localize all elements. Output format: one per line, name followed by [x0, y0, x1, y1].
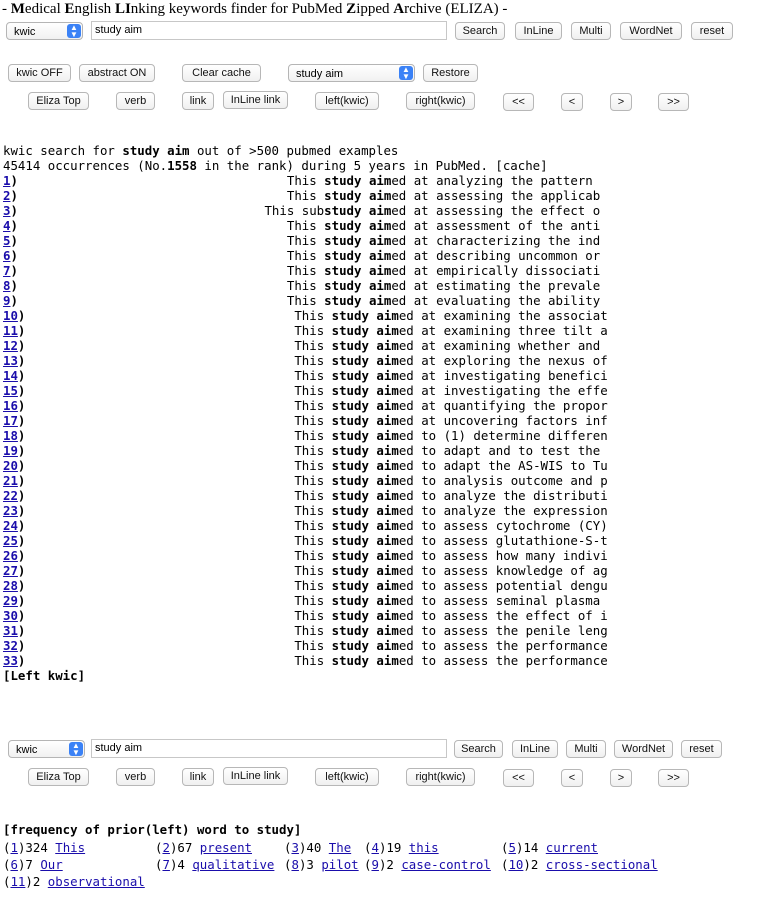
kwic-context: This study aimed at analyzing the pattern — [286, 173, 593, 188]
kwic-row — [3, 623, 608, 638]
kwic-row-paren: ) — [17, 608, 26, 623]
multi-button[interactable]: Multi — [571, 22, 611, 40]
kwic-row-link[interactable]: 1 — [3, 173, 11, 188]
inline-link-button[interactable]: InLine link — [223, 91, 288, 109]
kwic-row — [3, 413, 608, 428]
kwic-row — [3, 608, 608, 623]
verb-button-bottom[interactable]: verb — [116, 768, 155, 786]
frequency-word-link[interactable]: this — [408, 840, 439, 855]
kwic-row — [3, 308, 608, 323]
frequency-item: (8)3 pilot — [284, 857, 359, 872]
history-select[interactable]: study aim ▲ ▼ — [288, 64, 415, 82]
left-kwic-label: [Left kwic] — [3, 668, 86, 683]
kwic-row-paren: ) — [10, 218, 18, 233]
reset-button[interactable]: reset — [691, 22, 733, 40]
kwic-row — [3, 563, 608, 578]
kwic-row-link[interactable]: 27 — [3, 563, 18, 578]
frequency-index-link[interactable]: 3 — [291, 840, 299, 855]
kwic-row — [3, 473, 608, 488]
prev-page-button[interactable]: < — [561, 93, 583, 111]
kwic-row — [3, 278, 601, 293]
clear-cache-button[interactable]: Clear cache — [182, 64, 261, 82]
kwic-context: This study aimed to assess cytochrome (CY) — [294, 518, 608, 533]
kwic-context: This study aimed to assess seminal plasma — [294, 593, 608, 608]
kwic-context: This study aimed to assess the performance — [294, 638, 608, 653]
kwic-context: This study aimed at examining whether and — [294, 338, 608, 353]
kwic-row-link[interactable]: 20 — [3, 458, 18, 473]
wordnet-button[interactable]: WordNet — [620, 22, 682, 40]
first-page-button-bottom[interactable]: << — [503, 769, 534, 787]
result-summary-line: kwic search for study aim out of >500 pubmed examples — [3, 143, 399, 158]
frequency-word-link[interactable]: cross-sectional — [545, 857, 658, 872]
kwic-toggle-button[interactable]: kwic OFF — [8, 64, 71, 82]
kwic-row-link[interactable]: 33 — [3, 653, 18, 668]
kwic-row-link[interactable]: 15 — [3, 383, 18, 398]
kwic-row-link[interactable]: 30 — [3, 608, 18, 623]
search-button[interactable]: Search — [455, 22, 505, 40]
kwic-row — [3, 653, 608, 668]
kwic-context: This study aimed to adapt and to test the — [294, 443, 608, 458]
kwic-row — [3, 263, 601, 278]
kwic-row — [3, 293, 601, 308]
kwic-row — [3, 578, 608, 593]
kwic-row-link[interactable]: 11 — [3, 323, 18, 338]
kwic-row-link[interactable]: 16 — [3, 398, 18, 413]
eliza-top-button-bottom[interactable]: Eliza Top — [28, 768, 89, 786]
kwic-row-link[interactable]: 23 — [3, 503, 18, 518]
kwic-row-paren: ) — [17, 323, 26, 338]
kwic-row-paren: ) — [10, 173, 18, 188]
kwic-context: This study aimed to analyze the expression — [294, 503, 608, 518]
kwic-row — [3, 533, 608, 548]
frequency-item: (9)2 case-control — [364, 857, 491, 872]
kwic-row-paren: ) — [17, 593, 26, 608]
frequency-index-link[interactable]: 2 — [162, 840, 170, 855]
kwic-context: This study aimed to assess the performance — [294, 653, 608, 668]
inline-button[interactable]: InLine — [515, 22, 562, 40]
mode-select[interactable]: kwic ▲ ▼ — [6, 22, 83, 40]
kwic-context: This study aimed to assess potential dengu — [294, 578, 608, 593]
kwic-context: This study aimed at assessing the applicab — [286, 188, 601, 203]
kwic-row-paren: ) — [10, 293, 18, 308]
kwic-row — [3, 458, 608, 473]
kwic-row-link[interactable]: 13 — [3, 353, 18, 368]
frequency-word-link[interactable]: This — [55, 840, 86, 855]
kwic-row-link[interactable]: 4 — [3, 218, 11, 233]
next-page-button-bottom[interactable]: > — [610, 769, 632, 787]
kwic-row-link[interactable]: 12 — [3, 338, 18, 353]
wordnet-button-bottom[interactable]: WordNet — [614, 740, 673, 758]
kwic-row-link[interactable]: 22 — [3, 488, 18, 503]
last-page-button[interactable]: >> — [658, 93, 689, 111]
updown-chevron-icon: ▲ ▼ — [67, 24, 81, 38]
inline-link-button-bottom[interactable]: InLine link — [223, 767, 288, 785]
kwic-row-paren: ) — [17, 413, 26, 428]
kwic-context: This study aimed at uncovering factors inf — [294, 413, 608, 428]
kwic-row — [3, 488, 608, 503]
frequency-item: (4)19 this — [364, 840, 439, 855]
frequency-word-link[interactable]: observational — [47, 874, 145, 889]
kwic-row-paren: ) — [17, 578, 26, 593]
frequency-word-link[interactable]: case-control — [401, 857, 491, 872]
kwic-row-paren: ) — [17, 398, 26, 413]
left-kwic-button[interactable]: left(kwic) — [315, 92, 379, 110]
kwic-row-link[interactable]: 7 — [3, 263, 11, 278]
verb-button[interactable]: verb — [116, 92, 155, 110]
search-input-bottom[interactable]: study aim — [91, 739, 447, 758]
kwic-context: This study aimed at describing uncommon or — [286, 248, 601, 263]
kwic-row-paren: ) — [10, 203, 18, 218]
kwic-row — [3, 398, 608, 413]
restore-button[interactable]: Restore — [423, 64, 478, 82]
kwic-row-paren: ) — [17, 638, 26, 653]
frequency-word-link[interactable]: The — [328, 840, 352, 855]
kwic-row — [3, 428, 608, 443]
kwic-row-link[interactable]: 31 — [3, 623, 18, 638]
frequency-word-link[interactable]: pilot — [321, 857, 359, 872]
frequency-item: (10)2 cross-sectional — [501, 857, 658, 872]
kwic-row — [3, 593, 608, 608]
kwic-row-link[interactable]: 9 — [3, 293, 11, 308]
kwic-row — [3, 503, 608, 518]
kwic-row-paren: ) — [17, 368, 26, 383]
kwic-context: This study aimed at assessment of the anti — [286, 218, 601, 233]
frequency-item: (3)40 The — [284, 840, 352, 855]
kwic-row — [3, 338, 608, 353]
updown-chevron-icon: ▲ ▼ — [399, 66, 413, 80]
mode-select-bottom[interactable]: kwic ▲ ▼ — [8, 740, 85, 758]
kwic-row-paren: ) — [17, 338, 26, 353]
kwic-row — [3, 323, 608, 338]
kwic-row-paren: ) — [17, 458, 26, 473]
frequency-item: (1)324 This — [3, 840, 86, 855]
kwic-row-paren: ) — [17, 353, 26, 368]
search-button-bottom[interactable]: Search — [454, 740, 503, 758]
prev-page-button-bottom[interactable]: < — [561, 769, 583, 787]
kwic-row — [3, 518, 608, 533]
frequency-index-link[interactable]: 9 — [371, 857, 379, 872]
kwic-row-link[interactable]: 18 — [3, 428, 18, 443]
frequency-item: (11)2 observational — [3, 874, 145, 889]
kwic-list — [3, 173, 608, 668]
kwic-row-paren: ) — [10, 233, 18, 248]
kwic-row — [3, 173, 593, 188]
frequency-item: (2)67 present — [155, 840, 252, 855]
kwic-row-link[interactable]: 17 — [3, 413, 18, 428]
frequency-item: (6)7 Our — [3, 857, 63, 872]
link-button-bottom[interactable]: link — [182, 768, 214, 786]
kwic-row-link[interactable]: 28 — [3, 578, 18, 593]
frequency-index-link[interactable]: 6 — [10, 857, 18, 872]
result-header — [3, 143, 548, 173]
frequency-word-link[interactable]: Our — [40, 857, 63, 872]
kwic-context: This study aimed to analysis outcome and p — [294, 473, 608, 488]
link-button[interactable]: link — [182, 92, 214, 110]
kwic-row-link[interactable]: 21 — [3, 473, 18, 488]
kwic-row-paren: ) — [17, 383, 26, 398]
kwic-context: This study aimed at empirically dissociati — [286, 263, 601, 278]
kwic-context: This study aimed to assess glutathione-S-t — [294, 533, 608, 548]
kwic-row — [3, 188, 601, 203]
frequency-index-link[interactable]: 1 — [10, 840, 18, 855]
kwic-row-link[interactable]: 3 — [3, 203, 11, 218]
frequency-item: (5)14 current — [501, 840, 598, 855]
kwic-context: This study aimed at evaluating the ability — [286, 293, 601, 308]
kwic-row-paren: ) — [17, 428, 26, 443]
kwic-context: This study aimed at characterizing the ind — [286, 233, 601, 248]
kwic-context: This study aimed at examining three tilt a — [294, 323, 608, 338]
last-page-button-bottom[interactable]: >> — [658, 769, 689, 787]
kwic-row-link[interactable]: 19 — [3, 443, 18, 458]
frequency-word-link[interactable]: present — [199, 840, 252, 855]
updown-chevron-icon: ▲ ▼ — [69, 742, 83, 756]
kwic-row-link[interactable]: 26 — [3, 548, 18, 563]
occurrence-line: 45414 occurrences (No.1558 in the rank) during 5 years in PubMed. [cache] — [3, 158, 548, 173]
kwic-row — [3, 353, 608, 368]
kwic-row-link[interactable]: 25 — [3, 533, 18, 548]
frequency-word-link[interactable]: qualitative — [192, 857, 275, 872]
kwic-row-link[interactable]: 5 — [3, 233, 11, 248]
kwic-context: This study aimed at investigating benefici — [294, 368, 608, 383]
kwic-row-paren: ) — [10, 188, 18, 203]
kwic-context: This study aimed at investigating the effe — [294, 383, 608, 398]
kwic-context: This study aimed to (1) determine differen — [294, 428, 608, 443]
kwic-row-link[interactable]: 10 — [3, 308, 18, 323]
frequency-title: [frequency of prior(left) word to study] — [3, 822, 302, 837]
kwic-context: This study aimed to analyze the distributi — [294, 488, 608, 503]
kwic-row-paren: ) — [17, 308, 26, 323]
kwic-row-link[interactable]: 6 — [3, 248, 11, 263]
kwic-row-paren: ) — [17, 488, 26, 503]
inline-button-bottom[interactable]: InLine — [512, 740, 558, 758]
kwic-context: This study aimed to assess the penile leng — [294, 623, 608, 638]
kwic-row — [3, 383, 608, 398]
reset-button-bottom[interactable]: reset — [681, 740, 722, 758]
kwic-row — [3, 443, 608, 458]
kwic-row — [3, 233, 601, 248]
kwic-row-link[interactable]: 8 — [3, 278, 11, 293]
kwic-row — [3, 248, 601, 263]
kwic-row — [3, 368, 608, 383]
search-input[interactable]: study aim — [91, 21, 447, 40]
frequency-index-link[interactable]: 11 — [10, 874, 26, 889]
kwic-context: This study aimed to assess knowledge of ag — [294, 563, 608, 578]
kwic-row-paren: ) — [17, 473, 26, 488]
eliza-top-button[interactable]: Eliza Top — [28, 92, 89, 110]
kwic-context: This substudy aimed at assessing the effect o — [264, 203, 601, 218]
multi-button-bottom[interactable]: Multi — [566, 740, 606, 758]
kwic-row — [3, 638, 608, 653]
right-kwic-button[interactable]: right(kwic) — [406, 92, 475, 110]
kwic-row — [3, 548, 608, 563]
frequency-word-link[interactable]: current — [545, 840, 598, 855]
kwic-context: This study aimed to adapt the AS-WIS to Tu — [294, 458, 608, 473]
first-page-button[interactable]: << — [503, 93, 534, 111]
kwic-context: This study aimed at exploring the nexus of — [294, 353, 608, 368]
kwic-row-paren: ) — [17, 653, 26, 668]
kwic-context: This study aimed at estimating the prevale — [286, 278, 601, 293]
kwic-row-paren: ) — [17, 623, 26, 638]
left-kwic-button-bottom[interactable]: left(kwic) — [315, 768, 379, 786]
kwic-context: This study aimed at quantifying the propor — [294, 398, 608, 413]
kwic-row — [3, 203, 601, 218]
frequency-index-link[interactable]: 4 — [371, 840, 379, 855]
kwic-row-link[interactable]: 32 — [3, 638, 18, 653]
kwic-row-paren: ) — [17, 563, 26, 578]
right-kwic-button-bottom[interactable]: right(kwic) — [406, 768, 475, 786]
frequency-index-link[interactable]: 7 — [162, 857, 170, 872]
kwic-row-paren: ) — [17, 443, 26, 458]
kwic-context: This study aimed to assess the effect of i — [294, 608, 608, 623]
kwic-row-paren: ) — [10, 248, 18, 263]
abstract-toggle-button[interactable]: abstract ON — [79, 64, 155, 82]
kwic-row-link[interactable]: 14 — [3, 368, 18, 383]
kwic-row-paren: ) — [17, 503, 26, 518]
frequency-index-link[interactable]: 10 — [508, 857, 524, 872]
kwic-row-paren: ) — [17, 533, 26, 548]
kwic-row-paren: ) — [17, 548, 26, 563]
kwic-row-paren: ) — [10, 263, 18, 278]
kwic-row-link[interactable]: 24 — [3, 518, 18, 533]
kwic-context: This study aimed at examining the associat — [294, 308, 608, 323]
frequency-index-link[interactable]: 5 — [508, 840, 516, 855]
kwic-context: This study aimed to assess how many indivi — [294, 548, 608, 563]
next-page-button[interactable]: > — [610, 93, 632, 111]
frequency-item: (7)4 qualitative — [155, 857, 275, 872]
page-title: - Medical English LInking keywords finder for PubMed Zipped Archive (ELIZA) - — [2, 1, 508, 17]
kwic-row-paren: ) — [17, 518, 26, 533]
frequency-index-link[interactable]: 8 — [291, 857, 299, 872]
kwic-row-link[interactable]: 2 — [3, 188, 11, 203]
kwic-row-link[interactable]: 29 — [3, 593, 18, 608]
kwic-row — [3, 218, 601, 233]
kwic-row-paren: ) — [10, 278, 18, 293]
